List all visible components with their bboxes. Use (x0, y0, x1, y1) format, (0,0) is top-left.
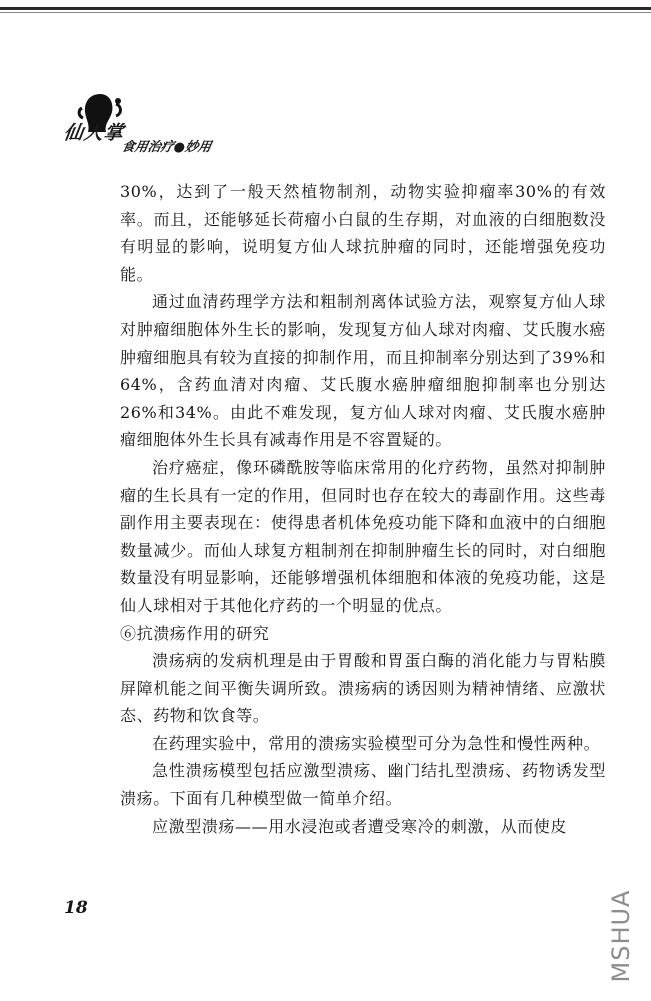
paragraph: 治疗癌症，像环磷酰胺等临床常用的化疗药物，虽然对抑制肿瘤的生长具有一定的作用，但同时也存在较大的毒副作用。这些毒副作用主要表现在：使得患者机体免疫功能下降和血液中的白细胞数量减少。而仙人球复方粗制剂在抑制肿瘤生长的同时，对白细胞数量没有明显影响，还能够增强机体细胞和体液的免疫功能，这是仙人球相对于其他化疗药的一个明显的优点。 (120, 457, 606, 615)
paragraph: 30%，达到了一般天然植物制剂，动物实验抑瘤率30%的有效率。而且，还能够延长荷瘤小白鼠的生存期，对血液的白细胞数没有明显的影响，说明复方仙人球抗肿瘤的同时，还能增强免疫功能。 (120, 182, 606, 284)
watermark (596, 880, 646, 992)
watermark-text: MSHUA (607, 889, 635, 983)
paragraph: 在药理实验中，常用的溃疡实验模型可分为急性和慢性两种。 (152, 733, 601, 753)
top-border-rule-thin (0, 12, 651, 13)
paragraph: 通过血清药理学方法和粗制剂离体试验方法，观察复方仙人球对肿瘤细胞体外生长的影响，发现复方仙人球对肉瘤、艾氏腹水癌肿瘤细胞具有较为直接的抑制作用，而且抑制率分别达到了39%和64%，含药血清对肉瘤、艾氏腹水癌肿瘤细胞抑制率也分别达26%和34%。由此不难发现，复方仙人球对肉瘤、艾氏腹水癌肿瘤细胞体外生长具有减毒作用是不容置疑的。 (120, 292, 606, 450)
paragraph: 应激型溃疡——用水浸泡或者遭受寒冷的刺激，从而使皮 (152, 816, 568, 836)
paragraph: 急性溃疡模型包括应激型溃疡、幽门结扎型溃疡、药物诱发型溃疡。下面有几种模型做一简单介绍。 (120, 761, 606, 809)
page-number: 18 (64, 898, 88, 918)
paragraph: 溃疡病的发病机理是由于胃酸和胃蛋白酶的消化能力与胃粘膜屏障机能之间平衡失调所致。溃疡病的诱因则为精神情绪、应激状态、药物和饮食等。 (120, 651, 606, 726)
section-heading: ⑥抗溃疡作用的研究 (120, 623, 270, 643)
top-border-rule (0, 7, 651, 10)
book-title-logo-text: 仙人掌 (62, 122, 126, 144)
body-text (120, 178, 606, 840)
book-subtitle-logo-text: 食用治疗●妙用 (120, 140, 213, 155)
book-header-logo (62, 92, 232, 162)
